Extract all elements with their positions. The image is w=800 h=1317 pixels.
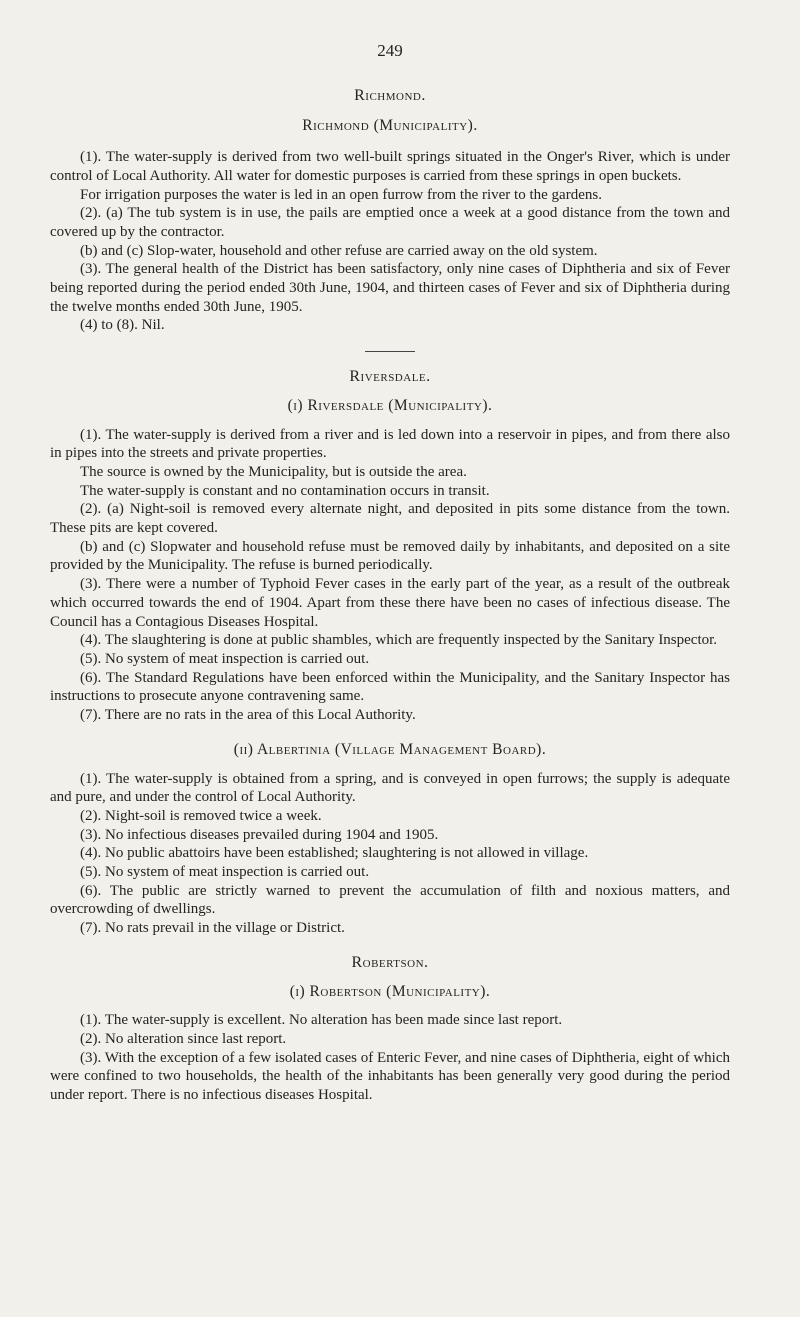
section-heading: Robertson. [351, 953, 429, 971]
paragraph: (4). The slaughtering is done at public shambles, which are frequently inspected by the Sanitary Inspector. [80, 632, 718, 649]
paragraph: (2). (a) The tub system is in use, the pails are emptied once a week at a good distance from the town and covered up by the contractor. [50, 205, 730, 240]
paragraph: (5). No system of meat inspection is carried out. [80, 650, 370, 667]
document-page [50, 42, 730, 1105]
paragraph: (3). There were a number of Typhoid Fever cases in the early part of the year, as a result of the outbreak which occurred towards the end of 1904. Apart from these there have been no cases of infectious disease. The Council has a Contagious Diseases Hospital. [50, 576, 730, 630]
paragraph: (7). There are no rats in the area of this Local Authority. [80, 707, 416, 724]
paragraph: (3). With the exception of a few isolated cases of Enteric Fever, and nine cases of Diphtheria, eight of which were confined to two households, the health of the inhabitants has been generally very good during the period under report. There is no infectious diseases Hospital. [50, 1049, 730, 1104]
section-divider [365, 351, 415, 352]
paragraph: (3). No infectious diseases prevailed during 1904 and 1905. [80, 826, 439, 843]
paragraph: (1). The water-supply is derived from two well-built springs situated in the Onger's River, which is under control of Local Authority. All water for domestic purposes is carried from these springs in open buckets. [50, 149, 730, 184]
paragraph: (1). The water-supply is obtained from a spring, and is conveyed in open furrows; the supply is adequate and pure, and under the control of Local Authority. [50, 770, 730, 806]
section-heading: Riversdale. [349, 368, 431, 386]
section-subheading: Richmond (Municipality). [302, 117, 478, 135]
section-richmond [50, 87, 730, 335]
paragraph: (7). No rats prevail in the village or District. [80, 920, 345, 937]
paragraph: (1). The water-supply is excellent. No alteration has been made since last report. [80, 1012, 563, 1029]
paragraph: (4). No public abattoirs have been established; slaughtering is not allowed in village. [80, 845, 589, 862]
paragraph: The water-supply is constant and no contamination occurs in transit. [80, 482, 490, 499]
paragraph: (6). The public are strictly warned to prevent the accumulation of filth and noxious matters, and overcrowding of dwellings. [50, 882, 730, 918]
page-number: 249 [377, 41, 403, 60]
section-subheading: (i) Robertson (Municipality). [289, 982, 491, 1000]
paragraph: The source is owned by the Municipality, but is outside the area. [80, 463, 467, 480]
section-robertson [50, 954, 730, 1105]
paragraph: For irrigation purposes the water is led in an open furrow from the river to the gardens. [80, 186, 602, 203]
paragraph: (b) and (c) Slopwater and household refuse must be removed daily by inhabitants, and deposited on a site provided by the Municipality. The refuse is burned periodically. [50, 538, 730, 574]
section-subheading: (ii) Albertinia (Village Management Board). [233, 740, 547, 758]
paragraph: (2). Night-soil is removed twice a week. [80, 807, 322, 824]
paragraph: (2). (a) Night-soil is removed every alternate night, and deposited in pits some distance from the town. These pits are kept covered. [50, 501, 730, 537]
paragraph: (6). The Standard Regulations have been enforced within the Municipality, and the Sanitary Inspector has instructions to prosecute anyone contravening same. [50, 669, 730, 705]
paragraph: (4) to (8). Nil. [80, 317, 165, 334]
paragraph: (2). No alteration since last report. [80, 1030, 287, 1047]
paragraph: (b) and (c) Slop-water, household and other refuse are carried away on the old system. [80, 242, 598, 259]
section-riversdale [50, 368, 730, 725]
section-heading: Richmond. [354, 86, 426, 104]
paragraph: (5). No system of meat inspection is carried out. [80, 864, 370, 881]
section-albertinia [50, 741, 730, 938]
paragraph: (1). The water-supply is derived from a river and is led down into a reservoir in pipes, and from there also in pipes into the streets and private properties. [50, 426, 730, 462]
section-subheading: (i) Riversdale (Municipality). [287, 396, 493, 414]
paragraph: (3). The general health of the District has been satisfactory, only nine cases of Diphtheria and six of Fever being reported during the period ended 30th June, 1904, and thirteen cases of Fever and six of Diphtheria during the twelve months ended 30th June, 1905. [50, 261, 730, 315]
